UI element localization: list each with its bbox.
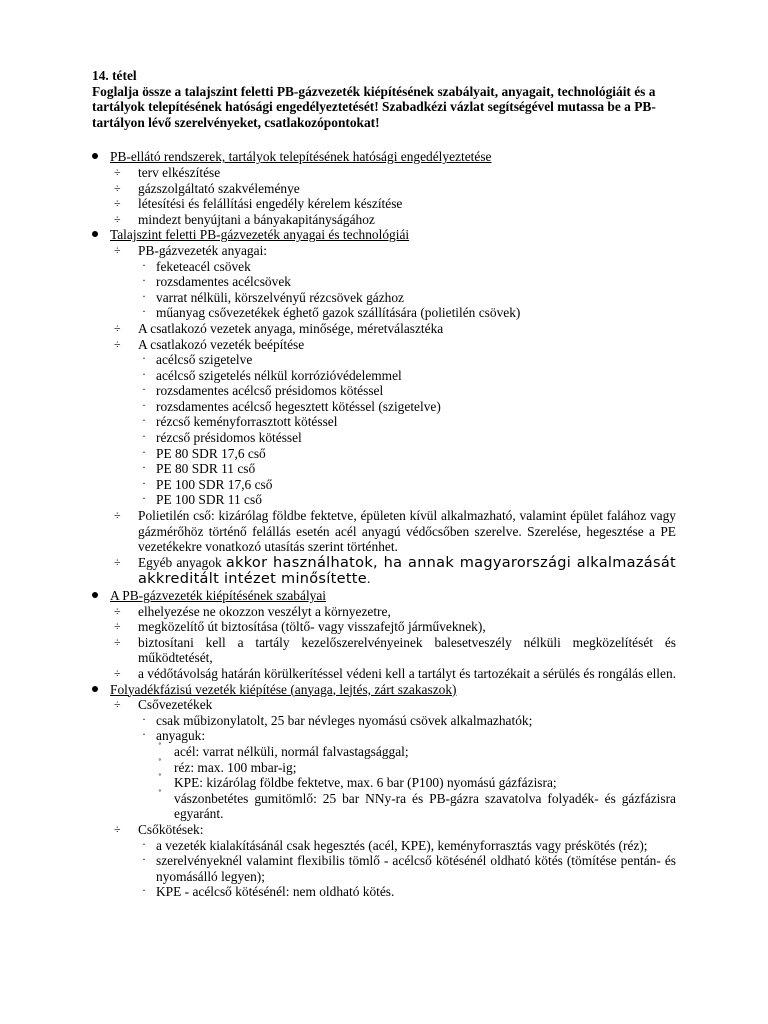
section-title: Folyadékfázisú vezeték kiépítése (anyaga, lejtés, zárt szakaszok) <box>110 681 457 697</box>
list-item: ÷ terv elkészítése <box>114 164 221 180</box>
list-item: ÷ létesítési és felállítási engedély kérelem készítése <box>114 196 403 212</box>
sub-item: · műanyag csővezetékek éghető gazok szállítására (polietilén csövek) <box>142 304 521 321</box>
sub-item: · rézcső keményforrasztott kötéssel <box>142 413 338 430</box>
sub-item: · feketeacél csövek <box>142 257 251 274</box>
list-item: ÷ elhelyezése ne okozzon veszélyt a környezetre, <box>114 603 391 619</box>
sub-item: · PE 80 SDR 11 cső <box>142 460 256 477</box>
sub-item: · PE 80 SDR 17,6 cső <box>142 444 266 461</box>
sub-item: · rézcső présidomos kötéssel <box>142 429 302 446</box>
list-item: ÷ Egyéb anyagok akkor használhatok, ha annak magyarországi alkalmazását akkreditált intézet minősítette. <box>114 554 676 588</box>
sub-item: · a vezeték kialakításánál csak hegesztés (acél, KPE), keményforrasztás vagy préskötés (réz); <box>142 836 648 853</box>
sub-item: · varrat nélküli, körszelvényű rézcsövek gázhoz <box>142 288 404 305</box>
list-item: ÷ Csőkötések: · a vezeték kialakításánál csak hegesztés (acél, KPE), keményforrasztás vagy préskötés (réz); · szerelvényeknél valamint flexibilis tömlő - acélcső kötésénél oldható kötés (tömítése pentán- és nyomásálló legyen); · KPE - acélcső kötésénél: nem oldható kötés. <box>114 821 676 900</box>
bullet-icon <box>92 686 98 692</box>
list-item: ÷ A csatlakozó vezeték beépítése · acélcső szigetelve · acélcső szigetelés nélkül korrózióvédelemmel · rozsdamentes acélcső présidomos kötéssel · rozsdamentes acélcső hegesztett kötéssel (szigetelve) · rézcső keményforrasztott kötéssel · rézcső présidomos kötéssel · PE 80 SDR 17,6 cső · PE 80 SDR 11 cső · PE 100 SDR 17,6 cső · PE 100 SDR 11 cső <box>110 337 676 509</box>
bullet-icon <box>92 592 98 598</box>
sub-sub-item: ˚ KPE: kizárólag földbe fektetve, max. 6 bar (P100) nyomású gázfázisra; <box>158 772 557 791</box>
list-item: ÷ PB-gázvezeték anyagai: · feketeacél csövek · rozsdamentes acélcsövek · varrat nélküli, körszelvényű rézcsövek gázhoz · műanyag csővezetékek éghető gazok szállítására (polietilén csövek) <box>110 243 676 321</box>
sub-item: · rozsdamentes acélcső hegesztett kötéssel (szigetelve) <box>142 397 441 414</box>
item-number: 14. tétel <box>92 68 137 83</box>
sub-item: · acélcső szigetelés nélkül korrózióvédelemmel <box>142 366 402 383</box>
sub-item: · szerelvényeknél valamint flexibilis tömlő - acélcső kötésénél oldható kötés (tömítése pentán- és nyomásálló legyen); <box>142 852 676 884</box>
section-1 <box>92 149 676 227</box>
section-title: Talajszint feletti PB-gázvezeték anyagai és technológiái <box>110 227 410 243</box>
sub-item: · rozsdamentes acélcső présidomos kötéssel <box>142 382 384 399</box>
list-item: ÷ gázszolgáltató szakvéleménye <box>114 180 300 196</box>
list-item: ÷ mindezt benyújtani a bányakapitányságához <box>114 211 375 227</box>
sub-sub-item: ˚ acél: varrat nélküli, normál falvastagsággal; <box>158 740 409 759</box>
list-item: ÷ A csatlakozó vezetek anyaga, minősége, méretválasztéka <box>114 320 444 336</box>
bullet-icon <box>92 231 98 237</box>
list-item: ÷ biztosítani kell a tartály kezelőszerelvényeinek balesetveszély nélküli megközelítését és működtetését, <box>114 634 676 666</box>
exam-question: Foglalja össze a talajszint feletti PB-gázvezeték kiépítésének szabályait, anyagait, technológiáit és a tartályok telepítésének hatósági engedélyeztetését! Szabadkézi vázlat segítségével mutassa be a PB-tartályon lévő szerelvényeket, csatlakozópontokat! <box>92 83 656 130</box>
sub-sub-item: ˚ réz: max. 100 mbar-ig; <box>158 756 297 775</box>
sub-item: · PE 100 SDR 11 cső <box>142 491 262 508</box>
sub-sub-item: ˚ vászonbetétes gumitömlő: 25 bar NNy-ra és PB-gázra szavatolva folyadék- és gázfázisra egyaránt. <box>158 787 676 822</box>
section-4 <box>92 682 676 900</box>
sub-item: · rozsdamentes acélcsövek <box>142 273 291 290</box>
sub-item: · KPE - acélcső kötésénél: nem oldható kötés. <box>142 883 395 900</box>
section-title: A PB-gázvezeték kiépítésének szabályai <box>110 588 327 603</box>
sub-item: · csak műbizonylatolt, 25 bar névleges nyomású csövek alkalmazhatók; <box>142 711 533 728</box>
section-2 <box>92 227 676 588</box>
exam-heading <box>92 68 676 130</box>
list-item: ÷ Polietilén cső: kizárólag földbe fektetve, épületen kívül alkalmazható, valamint épület falához vagy gázmérőhöz történő felállás esetén acél anyagú védőcsőben szerelve. Szerelése, hegesztése a PE vezetékekre vonatkozó utasítás szerint történhet. <box>114 508 676 555</box>
section-title: PB-ellátó rendszerek, tartályok telepítésének hatósági engedélyeztetése <box>110 149 492 165</box>
sub-item: · acélcső szigetelve <box>142 351 253 368</box>
special-text: akkor használhatok, ha annak magyarországi alkalmazását akkreditált intézet minősítette <box>138 554 676 588</box>
section-list <box>92 149 676 900</box>
bullet-icon <box>92 153 98 159</box>
list-item: ÷ a védőtávolság határán körülkerítéssel védeni kell a tartályt és tartozékait a sérülés és rongálás ellen. <box>114 665 677 681</box>
sub-item: · PE 100 SDR 17,6 cső <box>142 475 273 492</box>
list-item: ÷ Csővezetékek · csak műbizonylatolt, 25 bar névleges nyomású csövek alkalmazhatók; · anyaguk: ˚ acél: varrat nélküli, normál falvastagsággal; ˚ réz: max. 100 mbar-ig; ˚ KPE: kizárólag földbe fektetve, max. 6 bar (P100) nyomású gázfázisra; ˚ vászonbetétes gumitömlő: 25 bar NNy-ra és PB-gázra szavatolva folyadék- és gázfázisra egyaránt. <box>114 697 676 822</box>
sub-item: · anyaguk: ˚ acél: varrat nélküli, normál falvastagsággal; ˚ réz: max. 100 mbar-ig; ˚ KPE: kizárólag földbe fektetve, max. 6 bar (P100) nyomású gázfázisra; ˚ vászonbetétes gumitömlő: 25 bar NNy-ra és PB-gázra szavatolva folyadék- és gázfázisra egyaránt. <box>142 727 676 822</box>
list-item: ÷ megközelítő út biztosítása (töltő- vagy visszafejtő járműveknek), <box>114 619 486 635</box>
section-3 <box>92 588 676 682</box>
